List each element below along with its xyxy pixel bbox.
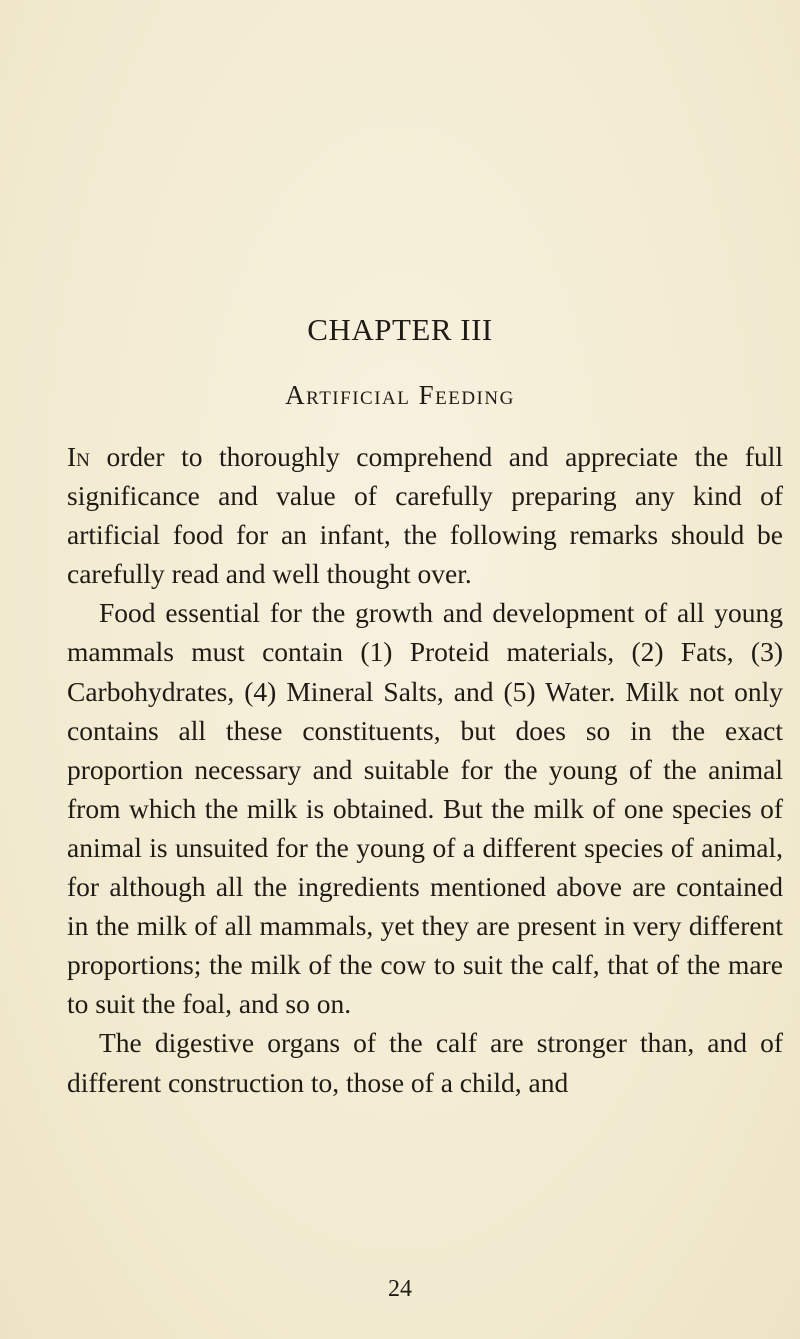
paragraph-1 <box>67 437 783 593</box>
paragraph-2: Food essential for the growth and development of all young mammals must contain (1) Proteid materials, (2) Fats, (3) Carbohydrates, (4) Mineral Salts, and (5) Water. Milk not only contains all these constituents, but does so in the exact proportion necessary and suitable for the young of the animal from which the milk is obtained. But the milk of one species of animal is unsuited for the young of a different species of animal, for although all the ingredients mentioned above are contained in the milk of all mammals, yet they are present in very different proportions; the milk of the cow to suit the calf, that of the mare to suit the foal, and so on. <box>67 597 783 1020</box>
paragraph-text: order to thoroughly comprehend and appreciate the full significance and value of carefully preparing any kind of artificial food for an infant, the following remarks should be carefully read and well thought over. <box>67 441 783 590</box>
page-number: 24 <box>388 1276 412 1302</box>
paragraph-3: The digestive organs of the calf are stronger than, and of different construction to, those of a child, and <box>67 1027 783 1098</box>
paragraph-lead-word: In <box>67 441 90 472</box>
body-text <box>67 437 783 1102</box>
chapter-title: Artificial Feeding <box>285 380 515 410</box>
chapter-number: CHAPTER III <box>307 312 493 347</box>
